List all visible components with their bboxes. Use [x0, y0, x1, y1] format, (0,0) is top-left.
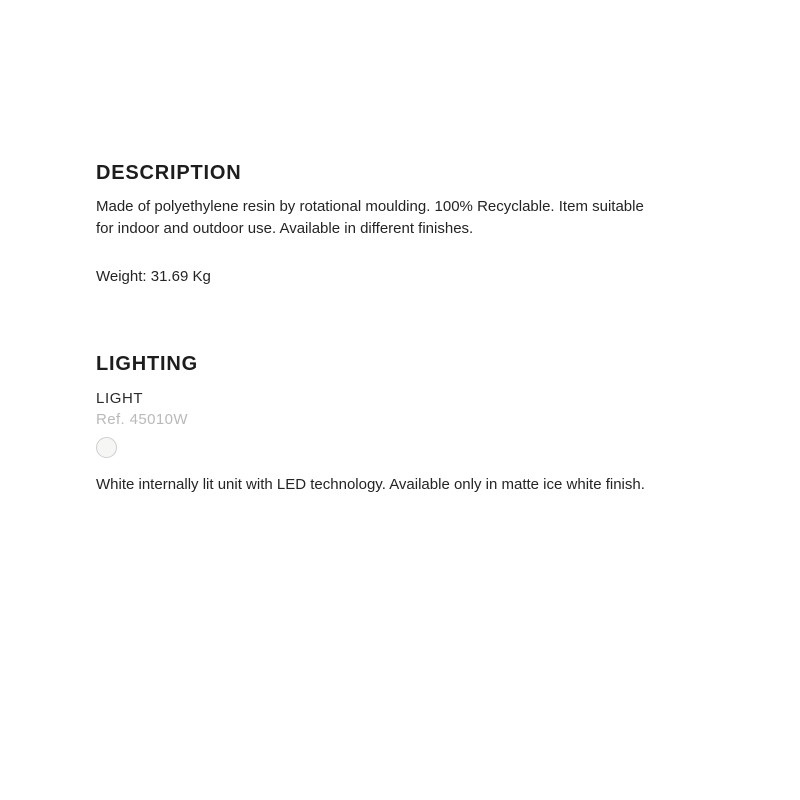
light-option [96, 390, 800, 458]
description-heading: DESCRIPTION [96, 162, 242, 184]
lighting-section [96, 351, 800, 496]
weight-text: Weight: 31.69 Kg [96, 268, 211, 285]
light-option-name: LIGHT [96, 390, 144, 407]
light-option-ref: Ref. 45010W [96, 411, 188, 428]
lighting-heading: LIGHTING [96, 353, 198, 375]
description-section [96, 160, 800, 287]
lighting-description: White internally lit unit with LED technology. Available only in matte ice white finish. [96, 476, 645, 493]
description-text: Made of polyethylene resin by rotational moulding. 100% Recyclable. Item suitable for indoor and outdoor use. Available in different finishes. [96, 198, 644, 237]
white-color-swatch[interactable] [96, 437, 117, 458]
